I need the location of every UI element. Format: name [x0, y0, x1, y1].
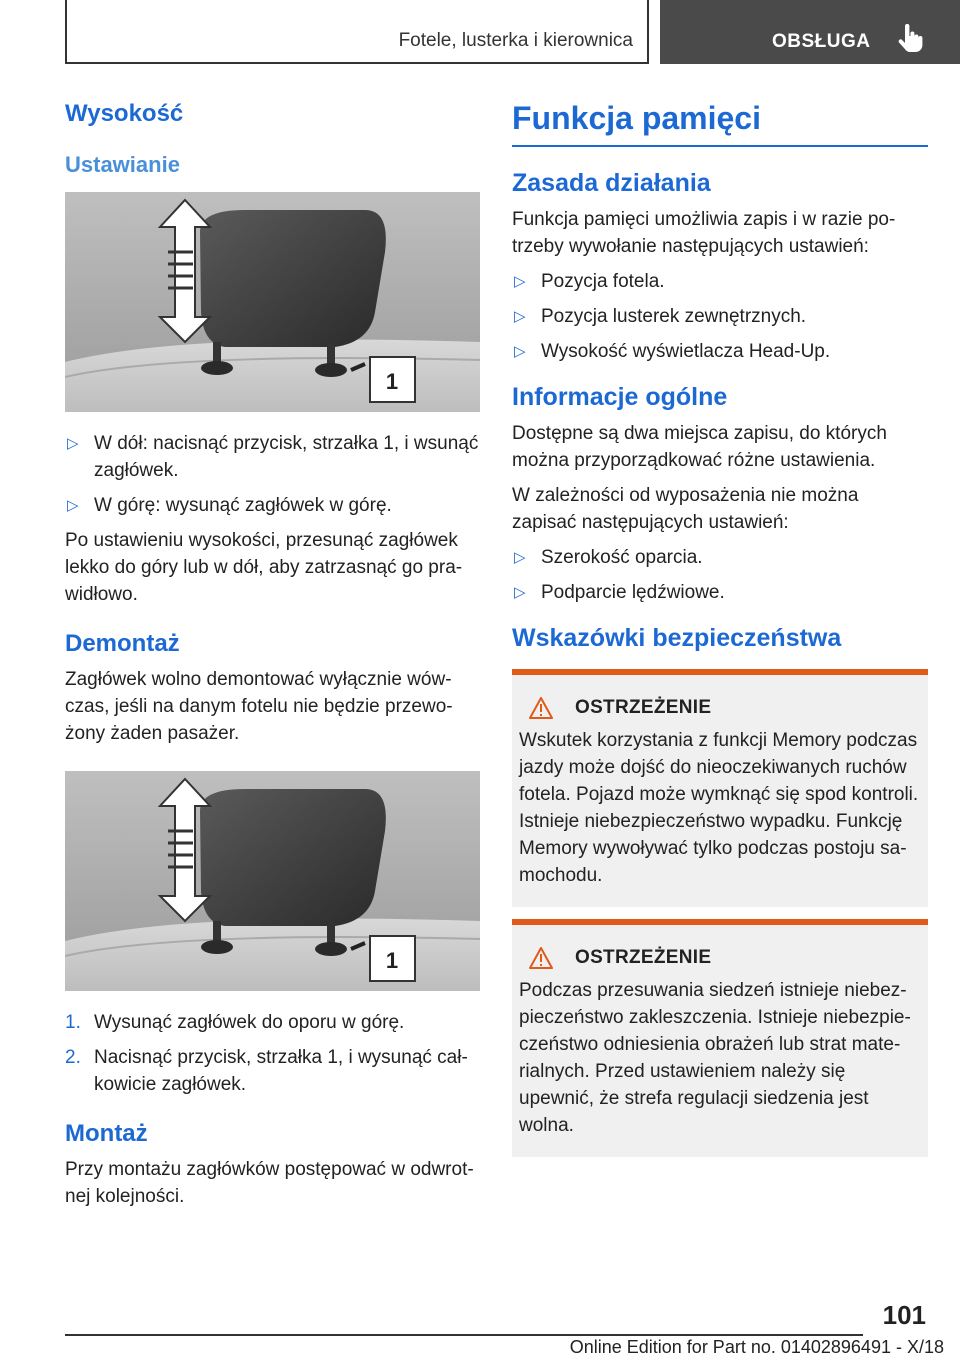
footer-rule: [65, 1334, 863, 1336]
triangle-bullet-icon: ▷: [514, 584, 526, 601]
list-item: ▷ Wysokość wyświetlacza Head-Up.: [512, 338, 928, 365]
list-item: ▷ W górę: wysunąć zagłówek w górę.: [65, 492, 480, 519]
memory-function-title: Funkcja pamięci: [512, 100, 928, 147]
list-item: 2. Nacisnąć przycisk, strzałka 1, i wysunąć całkowicie zagłówek.: [65, 1047, 468, 1095]
headrest-figure-1: [65, 192, 480, 412]
triangle-bullet-icon: ▷: [67, 435, 79, 452]
warning-label: OSTRZEŻENIE: [575, 947, 712, 968]
headrest-illustration-1: [65, 192, 480, 412]
list-item: ▷ Pozycja lusterek zewnętrznych.: [512, 303, 928, 330]
principle-list: [512, 268, 928, 365]
list-item: ▷ Podparcie lędźwiowe.: [512, 579, 928, 606]
warning-box: [512, 669, 928, 907]
triangle-bullet-icon: ▷: [67, 497, 79, 514]
list-item: ▷ Pozycja fotela.: [512, 268, 928, 295]
warning-text: Wskutek korzystania z funkcji Memory podczas jazdy może dojść do nieoczekiwanych ruchów fotela. Pojazd może wymknąć się spod kontroli. Istnieje niebezpieczeństwo wypadku. Funkcję Memory wywoływać tylko podczas postoju samochodu.: [519, 730, 919, 886]
general-info-title: Informacje ogólne: [512, 383, 728, 411]
header-section-box: [65, 0, 649, 64]
general-paragraph-1: Dostępne są dwa miejsca zapisu, do których można przyporządkować różne ustawienia.: [512, 423, 887, 471]
adjust-title: Ustawianie: [65, 152, 180, 177]
page-number: 101: [882, 1300, 926, 1330]
removal-paragraph: Zagłówek wolno demontować wyłącznie wówczas, jeśli na danym fotelu nie będzie przewożony żaden pasażer.: [65, 669, 453, 744]
triangle-bullet-icon: ▷: [514, 549, 526, 566]
adjust-list: [65, 430, 480, 519]
triangle-bullet-icon: ▷: [514, 343, 526, 360]
list-item: ▷ W dół: nacisnąć przycisk, strzałka 1, i wsunąć zagłówek.: [65, 430, 480, 484]
principle-title: Zasada działania: [512, 169, 711, 197]
removal-steps: [65, 1009, 480, 1098]
warning-text: Podczas przesuwania siedzeń istnieje niebezpieczeństwo zakleszczenia. Istnieje niebezpieczeństwo odniesienia obrażeń lub strat materialnych. Przed ustawieniem należy się upewnić, że strefa regulacji siedzenia jest wolna.: [519, 980, 911, 1136]
safety-title: Wskazówki bezpieczeństwa: [512, 624, 842, 652]
figure-1-callout: 1: [385, 369, 399, 394]
install-title: Montaż: [65, 1120, 148, 1147]
general-list: [512, 544, 928, 606]
triangle-bullet-icon: ▷: [514, 273, 526, 290]
height-title: Wysokość: [65, 100, 184, 127]
header-tab-label: OBSŁUGA: [772, 31, 871, 52]
warning-triangle-icon: [529, 697, 553, 719]
left-column: [65, 100, 480, 1218]
headrest-figure-2: [65, 771, 480, 991]
figure-2-callout: 1: [385, 948, 399, 973]
warning-box: [512, 919, 928, 1157]
right-column: [512, 100, 928, 1169]
headrest-illustration-2: [65, 771, 480, 991]
warning-label: OSTRZEŻENIE: [575, 697, 712, 718]
header-tab-obsluga[interactable]: [660, 0, 960, 64]
list-item: ▷ Szerokość oparcia.: [512, 544, 928, 571]
warning-triangle-icon: [529, 947, 553, 969]
adjust-paragraph: Po ustawieniu wysokości, przesunąć zagłówek lekko do góry lub w dół, aby zatrzasnąć go prawidłowo.: [65, 530, 463, 605]
list-item: 1. Wysunąć zagłówek do oporu w górę.: [65, 1012, 405, 1033]
principle-paragraph: Funkcja pamięci umożliwia zapis i w razie potrzeby wywołanie następujących ustawień:: [512, 209, 896, 257]
removal-title: Demontaż: [65, 630, 180, 657]
hand-pointer-icon: [896, 24, 924, 54]
triangle-bullet-icon: ▷: [514, 308, 526, 325]
footer-edition-text: Online Edition for Part no. 01402896491 - X/18: [569, 1337, 944, 1357]
install-paragraph: Przy montażu zagłówków postępować w odwrotnej kolejności.: [65, 1159, 474, 1207]
general-paragraph-2: W zależności od wyposażenia nie można zapisać następujących ustawień:: [512, 485, 859, 533]
header-section-title: Fotele, lusterka i kierownica: [398, 30, 633, 51]
